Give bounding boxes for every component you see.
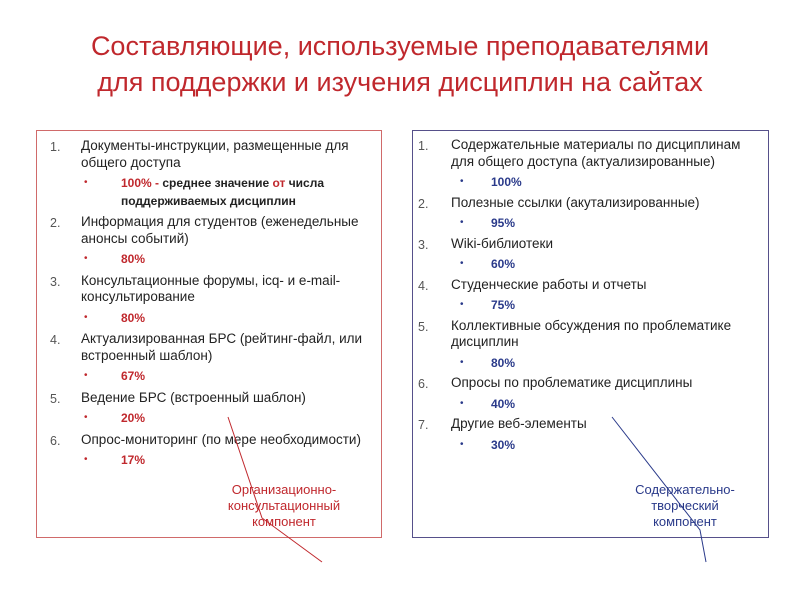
slide-title-line-1: Составляющие, используемые преподавателями	[90, 31, 710, 61]
bullet-icon: •	[460, 176, 464, 187]
content-list	[413, 131, 768, 454]
item-percentage: 17%	[121, 453, 146, 467]
sub-list	[81, 452, 373, 470]
item-percentage: 67%	[121, 369, 146, 383]
item-text: Документы-инструкции, размещенные для общего доступа	[81, 138, 349, 170]
list-item	[37, 214, 381, 269]
sub-item	[81, 410, 373, 428]
item-percentage	[121, 175, 373, 210]
organizational-component-label	[204, 482, 364, 530]
content-component-label	[620, 482, 750, 530]
item-percentage: 75%	[491, 298, 516, 312]
slide-title-line-2: для поддержки и изучения дисциплин на сайтах	[97, 67, 703, 97]
bullet-icon: •	[84, 412, 88, 423]
list-item	[37, 432, 381, 470]
sub-item	[81, 251, 373, 269]
item-percentage: 80%	[121, 310, 146, 325]
list-item	[413, 375, 768, 413]
item-number: 4.	[50, 333, 61, 347]
content-panel	[412, 130, 769, 538]
bullet-icon: •	[84, 370, 88, 381]
percentage-value: 100% -	[121, 176, 160, 190]
sub-list	[81, 310, 373, 328]
sub-list	[451, 215, 762, 233]
item-percentage: 30%	[491, 437, 516, 452]
item-number: 1.	[50, 140, 61, 154]
sub-list	[81, 368, 373, 386]
list-item	[413, 416, 768, 454]
bullet-icon: •	[460, 397, 464, 409]
sub-item	[81, 368, 373, 386]
percentage-note-part-3: числа поддерживаемых дисциплин	[121, 176, 325, 208]
bullet-icon: •	[84, 311, 88, 323]
sub-list	[451, 396, 762, 414]
list-item	[37, 138, 381, 210]
list-item	[37, 390, 381, 428]
sub-item	[451, 256, 762, 274]
organizational-panel	[36, 130, 382, 538]
sub-item	[451, 297, 762, 315]
item-number: 2.	[418, 196, 429, 211]
sub-list	[81, 175, 373, 210]
bullet-icon: •	[460, 299, 464, 310]
item-text: Содержательные материалы по дисциплинам для общего доступа (актуализированные)	[451, 137, 741, 169]
item-text: Полезные ссылки (акутализированные)	[451, 194, 700, 210]
list-item	[37, 273, 381, 328]
item-number: 5.	[50, 391, 61, 406]
sub-item	[81, 175, 373, 210]
bullet-icon: •	[460, 217, 464, 228]
sub-list	[451, 437, 762, 455]
item-text: Wiki-библиотеки	[451, 235, 554, 251]
list-item	[413, 236, 768, 274]
item-text: Другие веб-элементы	[451, 416, 587, 431]
item-percentage: 95%	[491, 216, 516, 230]
item-number: 7.	[418, 418, 429, 432]
item-text: Коллективные обсуждения по проблематике дисциплин	[451, 317, 732, 349]
sub-list	[81, 410, 373, 428]
bullet-icon: •	[460, 258, 464, 269]
list-item	[37, 331, 381, 386]
sub-item	[451, 174, 762, 192]
item-text: Ведение БРС (встроенный шаблон)	[81, 389, 306, 405]
item-number: 6.	[50, 433, 61, 448]
list-item	[413, 277, 768, 315]
item-number: 2.	[50, 216, 61, 230]
item-text: Информация для студентов (еженедельные анонсы событий)	[81, 214, 359, 246]
sub-item	[451, 396, 762, 414]
bullet-icon: •	[84, 454, 88, 465]
item-percentage: 80%	[121, 252, 146, 266]
item-text: Опрос-мониторинг (по мере необходимости)	[81, 431, 361, 447]
sub-list	[451, 297, 762, 315]
callout-line: творческий	[651, 498, 719, 513]
callout-line: Содержательно-	[635, 482, 735, 497]
item-number: 3.	[50, 274, 61, 289]
item-number: 3.	[418, 237, 429, 252]
item-percentage: 60%	[491, 257, 516, 271]
callout-line: компонент	[653, 514, 717, 529]
item-text: Опросы по проблематике дисциплины	[451, 375, 693, 390]
item-percentage: 80%	[491, 355, 516, 370]
percentage-note-part-1: среднее значение	[159, 176, 273, 190]
sub-list	[451, 355, 762, 373]
item-number: 1.	[418, 139, 429, 153]
organizational-list	[37, 131, 381, 470]
sub-item	[81, 452, 373, 470]
item-text: Консультационные форумы, icq- и e-mail-консультирование	[81, 272, 341, 304]
bullet-icon: •	[460, 356, 464, 368]
list-item	[413, 195, 768, 233]
bullet-icon: •	[84, 177, 88, 188]
percentage-note-part-2: от	[272, 176, 286, 190]
sub-item	[451, 355, 762, 373]
sub-item	[451, 215, 762, 233]
sub-item	[451, 437, 762, 455]
callout-line: компонент	[252, 514, 316, 529]
list-item	[413, 318, 768, 373]
item-number: 4.	[418, 278, 429, 293]
item-number: 6.	[418, 377, 429, 391]
item-number: 5.	[418, 319, 429, 334]
sub-list	[81, 251, 373, 269]
bullet-icon: •	[84, 253, 88, 264]
bullet-icon: •	[460, 438, 464, 450]
callout-line: консультационный	[227, 498, 341, 513]
item-percentage: 20%	[121, 411, 146, 425]
sub-item	[81, 310, 373, 328]
callout-line: Организационно-	[231, 482, 337, 497]
sub-list	[451, 256, 762, 274]
item-text: Актуализированная БРС (рейтинг-файл, или встроенный шаблон)	[81, 331, 363, 363]
item-percentage: 100%	[491, 175, 522, 189]
slide-title	[20, 28, 780, 100]
item-text: Студенческие работы и отчеты	[451, 276, 647, 292]
item-percentage: 40%	[491, 396, 516, 411]
list-item	[413, 137, 768, 192]
sub-list	[451, 174, 762, 192]
